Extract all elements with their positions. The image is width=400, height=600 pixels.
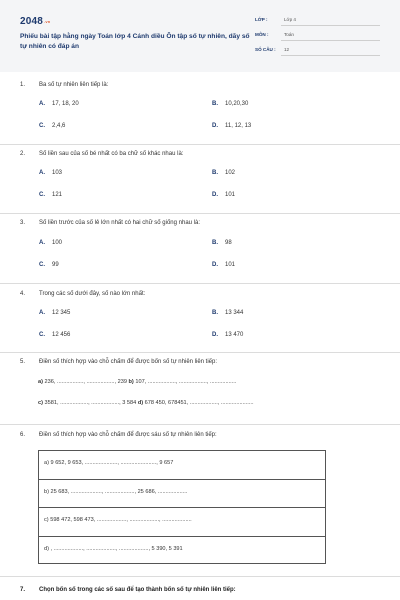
question-text: Trong các số dưới đây, số nào lớn nhất: (39, 291, 146, 297)
question-number: 5. (20, 359, 26, 365)
answer-row-d[interactable]: d) , ..................., ..................., ..................., 5 390, 5 391 (44, 545, 183, 552)
question-number: 2. (20, 151, 26, 157)
question-text: Điền số thích hợp vào chỗ chấm để được sáu số tự nhiên liên tiếp: (39, 432, 217, 438)
option-d[interactable]: D. 13 470 (212, 332, 244, 338)
option-a[interactable]: A. 12 345 (39, 310, 71, 316)
question-number: 6. (20, 432, 26, 438)
option-a[interactable]: A. 103 (39, 170, 63, 176)
option-a[interactable]: A. 17, 18, 20 (39, 101, 79, 107)
question-number: 7. (20, 587, 26, 593)
question-number: 1. (20, 82, 26, 88)
divider (0, 424, 400, 425)
meta-key: MÔN : (255, 32, 269, 37)
option-b[interactable]: B. 10,20,30 (212, 101, 249, 107)
option-d[interactable]: D. 101 (212, 262, 236, 268)
meta-key: SỐ CÂU : (255, 47, 276, 52)
option-d[interactable]: D. 11, 12, 13 (212, 123, 252, 129)
meta-key: LỚP : (255, 17, 268, 22)
worksheet-title: Phiếu bài tập hằng ngày Toán lớp 4 Cánh diều Ôn tập số tự nhiên, dãy số tự nhiên có đáp án (20, 33, 250, 50)
question-text: Ba số tự nhiên liên tiếp là: (39, 82, 109, 88)
option-c[interactable]: C. 99 (39, 262, 59, 268)
meta-value: Toán (284, 32, 294, 37)
option-b[interactable]: B. 13 344 (212, 310, 244, 316)
option-a[interactable]: A. 100 (39, 240, 63, 246)
meta-value: 12 (284, 47, 290, 52)
worksheet-header (0, 0, 400, 72)
divider (0, 576, 400, 577)
option-c[interactable]: C. 12 456 (39, 332, 71, 338)
site-logo[interactable]: $2048^{.vn}$ (20, 16, 51, 27)
fill-line-cd[interactable]: c) 3581, .................., .................., 3 584 d) 678 450, 678451, .................., ..................... (38, 400, 254, 406)
question-text: Chọn bốn số trong các số sau để tạo thành bốn số tự nhiên liên tiếp: (39, 587, 236, 593)
meta-value: Lớp 4 (284, 17, 296, 22)
question-text: Số liền trước của số lẻ lớn nhất có hai chữ số giống nhau là: (39, 220, 200, 226)
question-text: Số liền sau của số bé nhất có ba chữ số khác nhau là: (39, 151, 184, 157)
fill-line-ab[interactable]: a) 236, ................., .................., 239 b) 107, .................., .................., ................. (38, 379, 237, 385)
option-c[interactable]: C. 121 (39, 192, 63, 198)
divider (0, 283, 400, 284)
option-b[interactable]: B. 98 (212, 240, 232, 246)
meta-class (255, 17, 380, 29)
divider (0, 213, 400, 214)
answer-row-a[interactable]: a) 9 652, 9 653, ....................., ......................., 9 657 (39, 451, 325, 480)
option-d[interactable]: D. 101 (212, 192, 236, 198)
answer-table (38, 450, 326, 564)
divider (0, 144, 400, 145)
answer-row-c[interactable]: c) 598 472, 598 473, ..................., ..................., ................... (39, 508, 325, 537)
divider (0, 352, 400, 353)
meta-subject (255, 32, 380, 44)
question-number: 3. (20, 220, 26, 226)
option-c[interactable]: C. 2,4,6 (39, 123, 66, 129)
option-b[interactable]: B. 102 (212, 170, 236, 176)
question-number: 4. (20, 291, 26, 297)
meta-question-count (255, 47, 380, 59)
question-text: Điền số thích hợp vào chỗ chấm để được bốn số tự nhiên liên tiếp: (39, 359, 218, 365)
answer-row-b[interactable]: b) 25 683, ...................., ..................., 25 686, ................... (39, 480, 325, 509)
